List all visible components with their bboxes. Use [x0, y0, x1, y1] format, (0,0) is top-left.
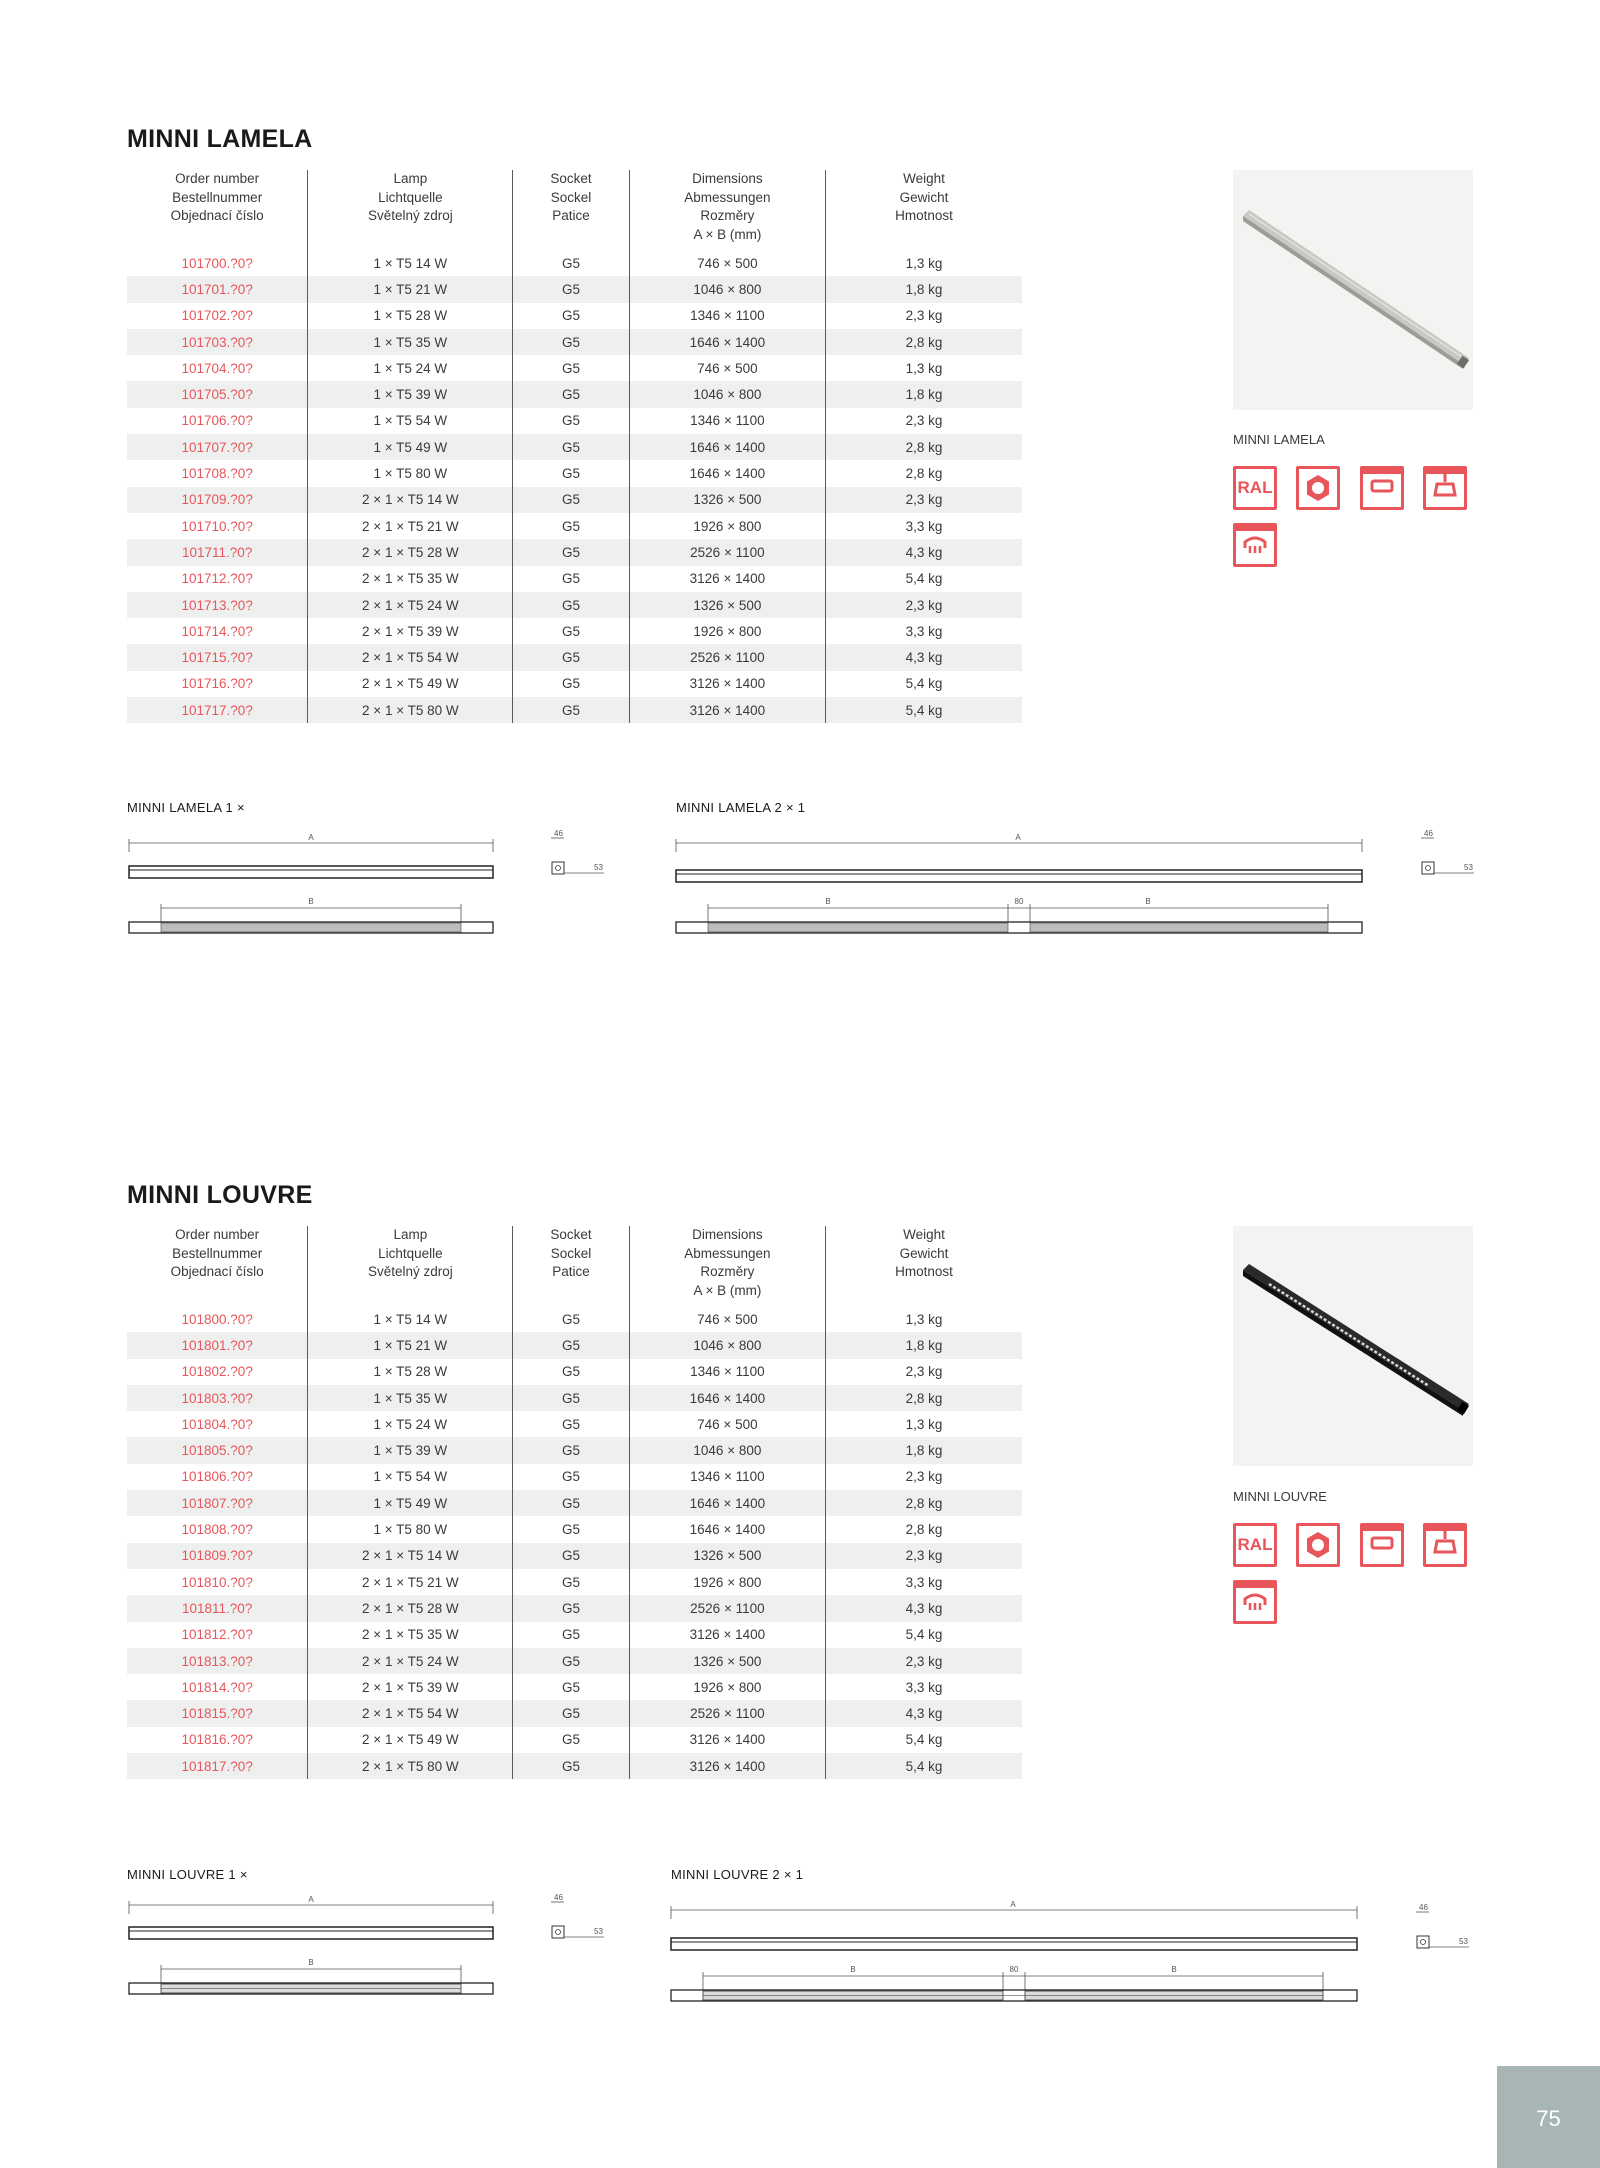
table-row — [127, 644, 1022, 670]
nut-icon — [1296, 466, 1340, 510]
cell-order: 101802.?0? — [127, 1359, 308, 1385]
table-row — [127, 1674, 1022, 1700]
table-subheader-row — [127, 1282, 1022, 1307]
cell-weight: 1,3 kg — [825, 355, 1022, 381]
cell-weight: 5,4 kg — [825, 1622, 1022, 1648]
drawing-single-section — [548, 828, 608, 878]
cell-order: 101807.?0? — [127, 1490, 308, 1516]
svg-text:B: B — [850, 1965, 856, 1974]
cell-lamp: 2 × 1 × T5 35 W — [308, 1622, 513, 1648]
nut-icon — [1296, 1523, 1340, 1567]
svg-text:46: 46 — [554, 1893, 563, 1902]
svg-text:B: B — [1145, 897, 1151, 906]
section-title: MINNI LAMELA — [127, 125, 313, 153]
cell-lamp: 2 × 1 × T5 21 W — [308, 513, 513, 539]
svg-text:B: B — [1171, 1965, 1177, 1974]
cell-socket: G5 — [513, 408, 629, 434]
cell-order: 101812.?0? — [127, 1622, 308, 1648]
cell-order: 101806.?0? — [127, 1464, 308, 1490]
cell-socket: G5 — [513, 1753, 629, 1779]
cell-socket: G5 — [513, 566, 629, 592]
cell-lamp: 2 × 1 × T5 24 W — [308, 1648, 513, 1674]
product-photo-lamela — [1233, 170, 1473, 410]
cell-weight: 1,8 kg — [825, 276, 1022, 302]
drawing-2-label: MINNI LAMELA 2 × 1 — [676, 800, 806, 815]
svg-text:A: A — [308, 1895, 314, 1904]
cell-order: 101715.?0? — [127, 644, 308, 670]
table-row — [127, 1437, 1022, 1463]
cell-lamp: 2 × 1 × T5 14 W — [308, 487, 513, 513]
cell-dims: 1046 × 800 — [629, 276, 825, 302]
page-number: 75 — [1536, 2106, 1561, 2131]
cell-lamp: 2 × 1 × T5 54 W — [308, 644, 513, 670]
table-row — [127, 303, 1022, 329]
header-dimensions: Dimensions Abmessungen Rozměry — [629, 1226, 825, 1282]
cell-dims: 1646 × 1400 — [629, 460, 825, 486]
cell-weight: 2,8 kg — [825, 460, 1022, 486]
cell-order: 101803.?0? — [127, 1385, 308, 1411]
cell-weight: 4,3 kg — [825, 539, 1022, 565]
cell-order: 101800.?0? — [127, 1306, 308, 1332]
cell-socket: G5 — [513, 1490, 629, 1516]
table-row — [127, 1464, 1022, 1490]
cell-socket: G5 — [513, 303, 629, 329]
svg-text:46: 46 — [1424, 829, 1433, 838]
cell-socket: G5 — [513, 276, 629, 302]
table-row — [127, 434, 1022, 460]
cell-weight: 4,3 kg — [825, 1595, 1022, 1621]
cell-lamp: 2 × 1 × T5 49 W — [308, 1727, 513, 1753]
cell-lamp: 2 × 1 × T5 54 W — [308, 1700, 513, 1726]
section-title: MINNI LOUVRE — [127, 1181, 313, 1209]
cell-order: 101813.?0? — [127, 1648, 308, 1674]
table-row — [127, 1332, 1022, 1358]
ral-icon: RAL — [1233, 466, 1277, 510]
header-weight: Weight Gewicht Hmotnost — [825, 170, 1022, 226]
header-socket: Socket Sockel Patice — [513, 1226, 629, 1282]
cell-dims: 1646 × 1400 — [629, 329, 825, 355]
svg-text:53: 53 — [1459, 1937, 1468, 1946]
cell-socket: G5 — [513, 539, 629, 565]
cell-dims: 1326 × 500 — [629, 1543, 825, 1569]
cell-dims: 1346 × 1100 — [629, 1464, 825, 1490]
cell-dims: 1646 × 1400 — [629, 434, 825, 460]
cell-socket: G5 — [513, 1464, 629, 1490]
table-row — [127, 1700, 1022, 1726]
cell-socket: G5 — [513, 487, 629, 513]
cell-weight: 2,3 kg — [825, 1359, 1022, 1385]
cell-dims: 3126 × 1400 — [629, 1727, 825, 1753]
cell-socket: G5 — [513, 1674, 629, 1700]
dim-gap: 80 — [1014, 897, 1024, 906]
cell-socket: G5 — [513, 1648, 629, 1674]
table-row — [127, 1543, 1022, 1569]
cell-weight: 2,8 kg — [825, 434, 1022, 460]
cell-socket: G5 — [513, 1332, 629, 1358]
cell-order: 101810.?0? — [127, 1569, 308, 1595]
table-row — [127, 1359, 1022, 1385]
cell-weight: 1,3 kg — [825, 1306, 1022, 1332]
table-subheader-row — [127, 226, 1022, 251]
drawing-1-label: MINNI LOUVRE 1 × — [127, 1867, 248, 1882]
cell-weight: 4,3 kg — [825, 644, 1022, 670]
cell-lamp: 2 × 1 × T5 35 W — [308, 566, 513, 592]
cell-dims: 3126 × 1400 — [629, 1622, 825, 1648]
cell-lamp: 1 × T5 80 W — [308, 1516, 513, 1542]
header-lamp: Lamp Lichtquelle Světelný zdroj — [308, 170, 513, 226]
cell-socket: G5 — [513, 671, 629, 697]
cell-lamp: 1 × T5 21 W — [308, 276, 513, 302]
cell-dims: 1646 × 1400 — [629, 1516, 825, 1542]
cell-weight: 2,3 kg — [825, 1464, 1022, 1490]
table-row — [127, 1595, 1022, 1621]
cell-lamp: 1 × T5 80 W — [308, 460, 513, 486]
cell-weight: 2,3 kg — [825, 1648, 1022, 1674]
cell-socket: G5 — [513, 697, 629, 723]
cell-order: 101814.?0? — [127, 1674, 308, 1700]
table-row — [127, 592, 1022, 618]
table-header-row — [127, 170, 1022, 226]
cell-socket: G5 — [513, 1543, 629, 1569]
svg-text:53: 53 — [594, 1927, 603, 1936]
table-row — [127, 1385, 1022, 1411]
cell-dims: 1046 × 800 — [629, 1437, 825, 1463]
cell-order: 101712.?0? — [127, 566, 308, 592]
cell-socket: G5 — [513, 355, 629, 381]
svg-text:B: B — [308, 1958, 314, 1967]
drawing-1-label: MINNI LAMELA 1 × — [127, 800, 245, 815]
cell-weight: 5,4 kg — [825, 566, 1022, 592]
table-body — [127, 1306, 1022, 1779]
table-row — [127, 513, 1022, 539]
cell-dims: 1326 × 500 — [629, 592, 825, 618]
drawing-double-section — [1418, 828, 1478, 878]
louvre-luminaire-image — [1233, 1226, 1473, 1466]
cell-socket: G5 — [513, 1385, 629, 1411]
cell-weight: 1,8 kg — [825, 381, 1022, 407]
cell-lamp: 1 × T5 14 W — [308, 250, 513, 276]
surface-mount-icon — [1360, 1523, 1404, 1567]
cell-dims: 746 × 500 — [629, 1306, 825, 1332]
table-row — [127, 618, 1022, 644]
cell-socket: G5 — [513, 513, 629, 539]
cell-dims: 3126 × 1400 — [629, 671, 825, 697]
cell-order: 101805.?0? — [127, 1437, 308, 1463]
table-row — [127, 1569, 1022, 1595]
cell-dims: 1326 × 500 — [629, 487, 825, 513]
cell-socket: G5 — [513, 329, 629, 355]
cell-order: 101709.?0? — [127, 487, 308, 513]
table-row — [127, 1622, 1022, 1648]
cell-weight: 1,3 kg — [825, 1411, 1022, 1437]
cell-weight: 2,8 kg — [825, 1385, 1022, 1411]
table-row — [127, 408, 1022, 434]
feature-icons — [1233, 1523, 1483, 1633]
table-header-row — [127, 1226, 1022, 1282]
cell-order: 101816.?0? — [127, 1727, 308, 1753]
cell-lamp: 2 × 1 × T5 39 W — [308, 1674, 513, 1700]
cell-socket: G5 — [513, 460, 629, 486]
cell-lamp: 1 × T5 35 W — [308, 329, 513, 355]
cell-weight: 1,3 kg — [825, 250, 1022, 276]
table-row — [127, 1411, 1022, 1437]
cell-order: 101713.?0? — [127, 592, 308, 618]
cell-dims: 1926 × 800 — [629, 1674, 825, 1700]
cell-weight: 1,8 kg — [825, 1332, 1022, 1358]
cell-weight: 2,8 kg — [825, 1516, 1022, 1542]
table-row — [127, 539, 1022, 565]
cell-socket: G5 — [513, 618, 629, 644]
cell-weight: 1,8 kg — [825, 1437, 1022, 1463]
cell-weight: 5,4 kg — [825, 671, 1022, 697]
table-row — [127, 1648, 1022, 1674]
cell-socket: G5 — [513, 434, 629, 460]
cell-dims: 2526 × 1100 — [629, 539, 825, 565]
cell-socket: G5 — [513, 592, 629, 618]
page-number-tab — [1497, 2066, 1600, 2168]
dim-b: B — [308, 897, 314, 906]
cell-weight: 2,3 kg — [825, 592, 1022, 618]
surface-mount-icon — [1360, 466, 1404, 510]
table-row — [127, 355, 1022, 381]
cell-lamp: 1 × T5 54 W — [308, 1464, 513, 1490]
header-lamp: Lamp Lichtquelle Světelný zdroj — [308, 1226, 513, 1282]
table-row — [127, 671, 1022, 697]
cell-weight: 2,3 kg — [825, 1543, 1022, 1569]
cell-dims: 1926 × 800 — [629, 513, 825, 539]
table-row — [127, 566, 1022, 592]
cell-weight: 5,4 kg — [825, 1753, 1022, 1779]
table-row — [127, 1306, 1022, 1332]
product-photo-louvre — [1233, 1226, 1473, 1466]
cell-socket: G5 — [513, 1437, 629, 1463]
cell-socket: G5 — [513, 1622, 629, 1648]
cell-order: 101701.?0? — [127, 276, 308, 302]
cell-dims: 2526 × 1100 — [629, 1595, 825, 1621]
cell-lamp: 2 × 1 × T5 24 W — [308, 592, 513, 618]
cell-lamp: 2 × 1 × T5 49 W — [308, 671, 513, 697]
table-row — [127, 697, 1022, 723]
cell-lamp: 1 × T5 28 W — [308, 303, 513, 329]
cell-dims: 746 × 500 — [629, 355, 825, 381]
cell-lamp: 2 × 1 × T5 14 W — [308, 1543, 513, 1569]
cell-weight: 5,4 kg — [825, 1727, 1022, 1753]
cell-socket: G5 — [513, 1569, 629, 1595]
cell-dims: 1346 × 1100 — [629, 1359, 825, 1385]
table-row — [127, 1753, 1022, 1779]
header-socket: Socket Sockel Patice — [513, 170, 629, 226]
svg-text:53: 53 — [1464, 863, 1473, 872]
table-row — [127, 1516, 1022, 1542]
cell-order: 101815.?0? — [127, 1700, 308, 1726]
cell-order: 101705.?0? — [127, 381, 308, 407]
cell-order: 101704.?0? — [127, 355, 308, 381]
table-row — [127, 460, 1022, 486]
drawing-2-label: MINNI LOUVRE 2 × 1 — [671, 1867, 804, 1882]
cell-order: 101707.?0? — [127, 434, 308, 460]
dim-a: A — [308, 833, 314, 842]
cell-lamp: 1 × T5 24 W — [308, 355, 513, 381]
svg-text:A: A — [1015, 833, 1021, 842]
cell-lamp: 1 × T5 49 W — [308, 434, 513, 460]
table-row — [127, 487, 1022, 513]
cell-order: 101706.?0? — [127, 408, 308, 434]
cell-dims: 3126 × 1400 — [629, 1753, 825, 1779]
spec-table — [127, 1226, 1022, 1779]
cell-socket: G5 — [513, 1411, 629, 1437]
header-dimensions: Dimensions Abmessungen Rozměry — [629, 170, 825, 226]
cell-socket: G5 — [513, 1595, 629, 1621]
cell-lamp: 1 × T5 28 W — [308, 1359, 513, 1385]
cell-dims: 1346 × 1100 — [629, 408, 825, 434]
spec-table — [127, 170, 1022, 723]
ral-icon: RAL — [1233, 1523, 1277, 1567]
cell-weight: 3,3 kg — [825, 1674, 1022, 1700]
cell-weight: 3,3 kg — [825, 618, 1022, 644]
drawing-double-section — [1413, 1902, 1473, 1952]
cell-dims: 2526 × 1100 — [629, 1700, 825, 1726]
cell-dims: 1346 × 1100 — [629, 303, 825, 329]
drawing-double-front — [669, 1897, 1359, 2007]
cell-dims: 3126 × 1400 — [629, 697, 825, 723]
cell-weight: 5,4 kg — [825, 697, 1022, 723]
header-order: Order number Bestellnummer Objednací číslo — [170, 171, 264, 223]
cell-lamp: 2 × 1 × T5 21 W — [308, 1569, 513, 1595]
pendant-mount-icon — [1423, 1523, 1467, 1567]
cell-lamp: 1 × T5 39 W — [308, 1437, 513, 1463]
cell-order: 101717.?0? — [127, 697, 308, 723]
image-caption: MINNI LAMELA — [1233, 432, 1325, 447]
cell-weight: 3,3 kg — [825, 1569, 1022, 1595]
cell-order: 101708.?0? — [127, 460, 308, 486]
cell-lamp: 1 × T5 14 W — [308, 1306, 513, 1332]
table-row — [127, 1490, 1022, 1516]
cell-dims: 1646 × 1400 — [629, 1385, 825, 1411]
cell-dims: 2526 × 1100 — [629, 644, 825, 670]
cell-lamp: 2 × 1 × T5 80 W — [308, 1753, 513, 1779]
table-row — [127, 250, 1022, 276]
cell-lamp: 2 × 1 × T5 28 W — [308, 1595, 513, 1621]
header-order: Order number Bestellnummer Objednací číslo — [170, 1227, 264, 1279]
cell-order: 101811.?0? — [127, 1595, 308, 1621]
cell-dims: 1646 × 1400 — [629, 1490, 825, 1516]
cell-order: 101808.?0? — [127, 1516, 308, 1542]
dim-height: 46 — [554, 829, 563, 838]
cell-weight: 2,3 kg — [825, 487, 1022, 513]
header-dim-sub: A × B (mm) — [629, 1282, 825, 1307]
svg-text:A: A — [1010, 1900, 1016, 1909]
cell-dims: 746 × 500 — [629, 1411, 825, 1437]
cell-order: 101711.?0? — [127, 539, 308, 565]
cell-lamp: 1 × T5 49 W — [308, 1490, 513, 1516]
cell-lamp: 1 × T5 54 W — [308, 408, 513, 434]
table-body — [127, 250, 1022, 723]
cell-dims: 3126 × 1400 — [629, 566, 825, 592]
cell-order: 101702.?0? — [127, 303, 308, 329]
drawing-single-front — [127, 830, 607, 940]
feature-icons — [1233, 466, 1483, 576]
cell-weight: 2,8 kg — [825, 329, 1022, 355]
cell-dims: 746 × 500 — [629, 250, 825, 276]
cell-socket: G5 — [513, 1516, 629, 1542]
cell-lamp: 1 × T5 35 W — [308, 1385, 513, 1411]
cell-dims: 1046 × 800 — [629, 1332, 825, 1358]
cell-lamp: 2 × 1 × T5 39 W — [308, 618, 513, 644]
svg-text:80: 80 — [1009, 1965, 1019, 1974]
cell-weight: 3,3 kg — [825, 513, 1022, 539]
cell-order: 101700.?0? — [127, 250, 308, 276]
cell-lamp: 1 × T5 21 W — [308, 1332, 513, 1358]
lamela-luminaire-image — [1233, 170, 1473, 410]
drawing-double-front — [674, 830, 1364, 940]
cell-order: 101714.?0? — [127, 618, 308, 644]
cell-order: 101703.?0? — [127, 329, 308, 355]
svg-text:46: 46 — [1419, 1903, 1428, 1912]
cell-socket: G5 — [513, 1700, 629, 1726]
cell-order: 101716.?0? — [127, 671, 308, 697]
cell-order: 101710.?0? — [127, 513, 308, 539]
drawing-single-front — [127, 1893, 607, 2003]
table-row — [127, 381, 1022, 407]
svg-text:B: B — [825, 897, 831, 906]
header-dim-sub: A × B (mm) — [629, 226, 825, 251]
suspension-icon — [1233, 1580, 1277, 1624]
header-weight: Weight Gewicht Hmotnost — [825, 1226, 1022, 1282]
cell-lamp: 2 × 1 × T5 28 W — [308, 539, 513, 565]
image-caption: MINNI LOUVRE — [1233, 1489, 1327, 1504]
cell-socket: G5 — [513, 644, 629, 670]
table-row — [127, 276, 1022, 302]
cell-weight: 2,3 kg — [825, 408, 1022, 434]
cell-socket: G5 — [513, 250, 629, 276]
cell-dims: 1046 × 800 — [629, 381, 825, 407]
cell-weight: 2,8 kg — [825, 1490, 1022, 1516]
drawing-single-section — [548, 1892, 608, 1942]
cell-weight: 2,3 kg — [825, 303, 1022, 329]
cell-socket: G5 — [513, 381, 629, 407]
cell-socket: G5 — [513, 1306, 629, 1332]
cell-lamp: 1 × T5 24 W — [308, 1411, 513, 1437]
cell-socket: G5 — [513, 1727, 629, 1753]
cell-order: 101801.?0? — [127, 1332, 308, 1358]
cell-socket: G5 — [513, 1359, 629, 1385]
cell-order: 101817.?0? — [127, 1753, 308, 1779]
cell-dims: 1926 × 800 — [629, 1569, 825, 1595]
cell-order: 101809.?0? — [127, 1543, 308, 1569]
suspension-icon — [1233, 523, 1277, 567]
cell-dims: 1326 × 500 — [629, 1648, 825, 1674]
table-row — [127, 1727, 1022, 1753]
cell-order: 101804.?0? — [127, 1411, 308, 1437]
dim-width: 53 — [594, 863, 603, 872]
cell-lamp: 1 × T5 39 W — [308, 381, 513, 407]
pendant-mount-icon — [1423, 466, 1467, 510]
table-row — [127, 329, 1022, 355]
cell-weight: 4,3 kg — [825, 1700, 1022, 1726]
cell-dims: 1926 × 800 — [629, 618, 825, 644]
cell-lamp: 2 × 1 × T5 80 W — [308, 697, 513, 723]
